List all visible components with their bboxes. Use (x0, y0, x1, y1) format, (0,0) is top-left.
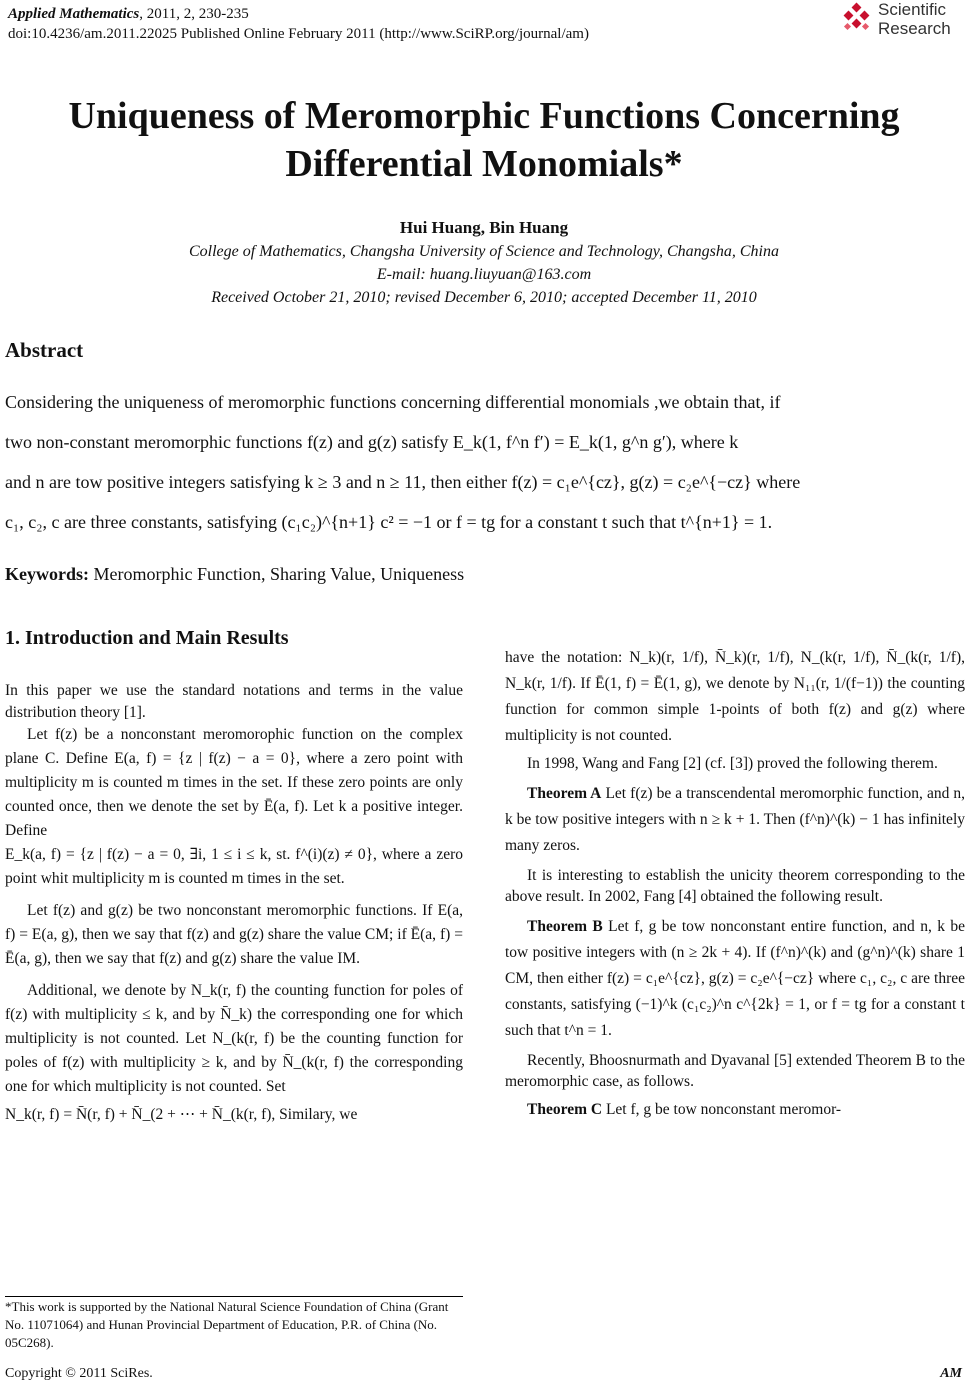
theorem-b-text: Let f, g be tow nonconstant entire function, and n, k be tow positive integers with (n ≥ 2k + 4). If (f^n)^(k) and (g^n)^(k) share 1 CM, then either f(z) = c₁e^{cz}, g(z) = c₂e^{−cz} where c₁, c₂, c are three constants, satisfying (−1)^k (c₁c₂)^n c^{2k} = 1, or f = tg for a constant t such that t^n = 1. (505, 917, 966, 1039)
abstract-line-3: and n are tow positive integers satisfying k ≥ 3 and n ≥ 11, then either f(z) = c₁e^{cz}, g(z) = c₂e^{−cz} where (5, 472, 801, 492)
right-para-1: have the notation: N_k)(r, 1/f), N̄_k)(r, 1/f), N_(k(r, 1/f), N̄_(k(r, 1/f), N_k(r, 1/f). If Ē(1, f) = Ē(1, g), we denote by N₁₁(r, 1/(f−1)) the counting function for common simple 1-points of both f(z) and g(z) where multiplicity is not counted. (505, 649, 965, 744)
title-line-2: Differential Monomials* (285, 143, 683, 185)
keywords (5, 562, 963, 586)
right-para-2: In 1998, Wang and Fang [2] (cf. [3]) proved the following therem. (527, 755, 938, 772)
abstract-body (5, 382, 963, 542)
keywords-label: Keywords: (5, 564, 89, 584)
title-line-1: Uniqueness of Meromorphic Functions Concerning (68, 95, 900, 137)
right-column (505, 645, 965, 1120)
page-footer (5, 1366, 962, 1382)
keywords-text: Meromorphic Function, Sharing Value, Uniqueness (93, 564, 465, 584)
theorem-a-label: Theorem A (527, 784, 602, 802)
abstract-line-2: two non-constant meromorphic functions f(z) and g(z) satisfy E_k(1, f^n f′) = E_k(1, g^n g′), where k (5, 432, 739, 452)
paper-title (0, 92, 968, 188)
left-para-6: N_k(r, f) = N̄(r, f) + N̄_(2 + ⋯ + N̄_(k(r, f), Similary, we (5, 1106, 358, 1123)
doi-line: doi:10.4236/am.2011.22025 Published Online February 2011 (http://www.SciRP.org/journal/am) (8, 26, 589, 42)
left-para-4: Let f(z) and g(z) be two nonconstant meromorphic functions. If E(a, f) = E(a, g), then we say that f(z) and g(z) share the value CM; if Ē(a, f) = Ē(a, g), then we say that f(z) and g(z) share the value IM. (5, 902, 463, 967)
journal-citation: , 2011, 2, 230-235 (139, 6, 249, 22)
affiliation: College of Mathematics, Changsha University of Science and Technology, Changsha, China (188, 243, 779, 260)
left-para-1: In this paper we use the standard notations and terms in the value distribution theory [1]. (5, 682, 463, 721)
abstract-line-4: c₁, c₂, c are three constants, satisfying (c₁c₂)^{n+1} c² = −1 or f = tg for a constant t such that t^{n+1} = 1. (5, 512, 773, 532)
left-para-3: E_k(a, f) = {z | f(z) − a = 0, ∃i, 1 ≤ i ≤ k, st. f^(i)(z) ≠ 0}, where a zero point whit multiplicity m is counted m times in the set. (5, 846, 463, 887)
right-para-4: Recently, Bhoosnurmath and Dyavanal [5] extended Theorem B to the meromorphic case, as follows. (505, 1051, 965, 1090)
scirp-logo (840, 0, 960, 44)
scirp-logo-mark (840, 2, 874, 36)
abstract-line-1: Considering the uniqueness of meromorphic functions concerning differential monomials ,we obtain that, if (5, 392, 781, 412)
journal-header (8, 4, 589, 44)
journal-name: Applied Mathematics (8, 6, 140, 22)
section-heading: 1. Introduction and Main Results (5, 627, 289, 649)
left-column (5, 680, 463, 1127)
theorem-a-text: Let f(z) be a transcendental meromorphic function, and n, k be tow positive integers with n ≥ k + 1. Then (f^n)^(k) − 1 has infinitely many zeros. (505, 784, 966, 854)
email: E-mail: huang.liuyuan@163.com (376, 266, 592, 283)
theorem-c-label: Theorem C (527, 1100, 603, 1118)
theorem-b-label: Theorem B (527, 917, 603, 935)
copyright: Copyright © 2011 SciRes. (5, 1366, 153, 1381)
theorem-a (505, 781, 965, 859)
journal-abbr: AM (940, 1366, 962, 1381)
logo-text-research: Research (878, 19, 951, 38)
footnote: *This work is supported by the National Natural Science Foundation of China (Grant No. 11071064) and Hunan Provincial Department of Education, P.R. of China (No. 05C268). (5, 1299, 449, 1350)
received-dates: Received October 21, 2010; revised December 6, 2010; accepted December 11, 2010 (211, 289, 757, 306)
authors: Hui Huang, Bin Huang (399, 218, 569, 237)
left-para-2: Let f(z) be a nonconstant meromorophic function on the complex plane C. Define E(a, f) = {z | f(z) − a = 0}, where a zero point with multiplicity m is counted m times in the set. If these zero points are only counted once, then we denote the set by Ē(a, f). Let k a positive integer. Define (5, 726, 463, 839)
logo-text-scientific: Scientific (878, 0, 947, 19)
theorem-b (505, 914, 965, 1044)
right-para-3: It is interesting to establish the unicity theorem corresponding to the above result. In 2002, Fang [4] obtained the following result. (505, 866, 965, 905)
theorem-c-text: Let f, g be tow nonconstant meromor- (605, 1100, 842, 1118)
left-para-5: Additional, we denote by N_k(r, f) the counting function for poles of f(z) with multiplicity ≤ k, and by N̄_k) the corresponding one for which multiplicity is not counted. Let N_(k(r, f) be the counting function for poles of f(z) with multiplicity ≥ k, and by N̄_(k(r, f) the corresponding one for which multiplicity is not counted. Set (5, 982, 463, 1095)
footnote-rule (5, 1296, 463, 1297)
theorem-c (505, 1099, 965, 1121)
abstract-heading: Abstract (5, 338, 84, 362)
